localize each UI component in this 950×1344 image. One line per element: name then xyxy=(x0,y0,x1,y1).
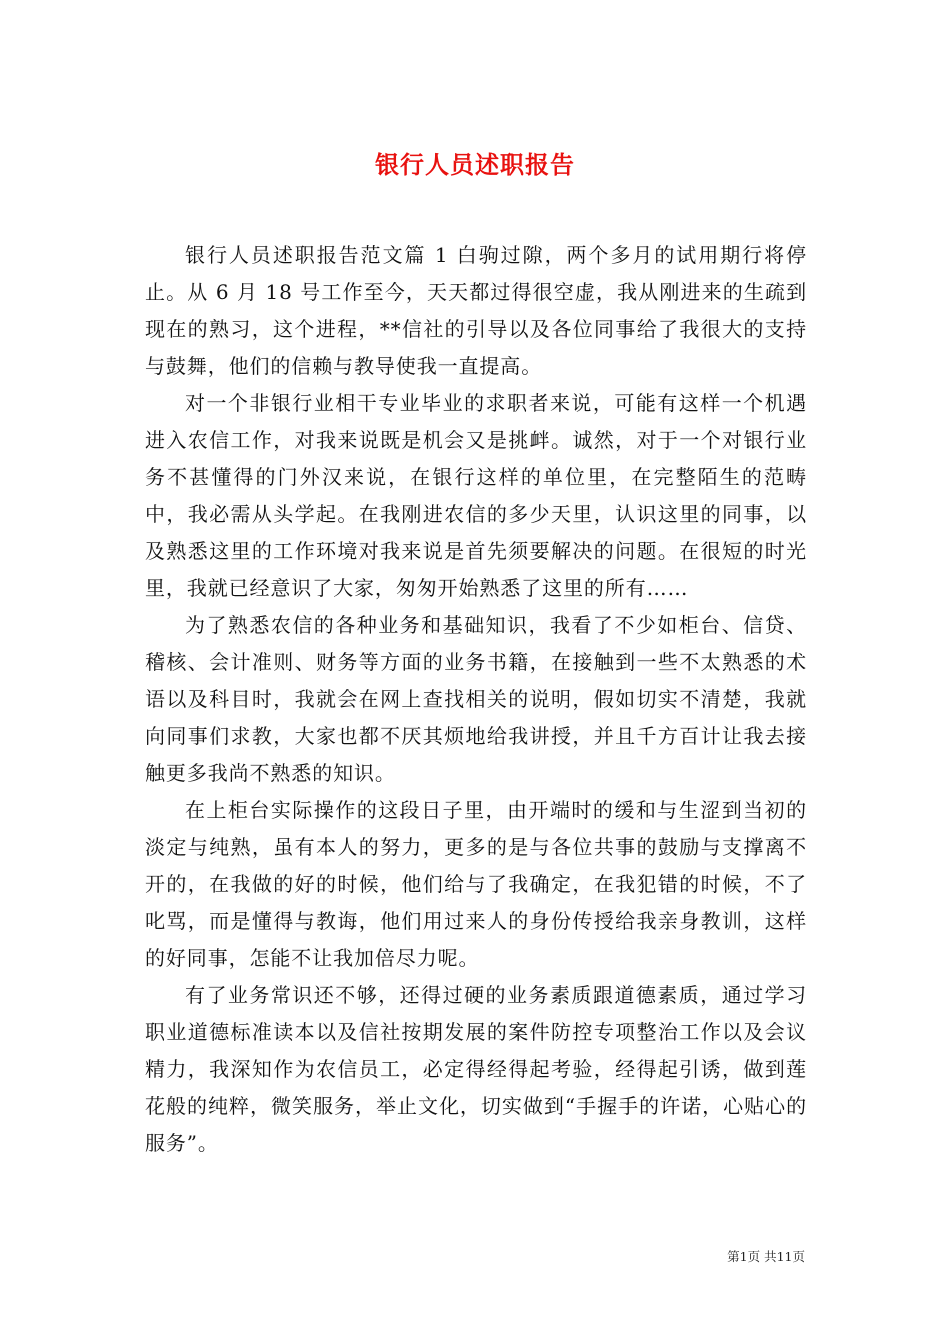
document-body xyxy=(145,237,807,1162)
paragraph-4: 在上柜台实际操作的这段日子里，由开端时的缓和与生涩到当初的淡定与纯熟，虽有本人的努力，更多的是与各位共事的鼓励与支撑离不开的，在我做的好的时候，他们给与了我确定，在我犯错的时候，不了叱骂，而是懂得与教诲，他们用过来人的身份传授给我亲身教训，这样的好同事，怎能不让我加倍尽力呢。 xyxy=(145,798,807,970)
footer-prefix: 第 xyxy=(727,1249,740,1264)
footer-suffix: 页 xyxy=(792,1249,805,1264)
document-title: 银行人员述职报告 xyxy=(375,150,575,180)
page-number-footer xyxy=(727,1248,805,1266)
footer-total-pages: 11 xyxy=(776,1249,793,1264)
footer-middle: 页 共 xyxy=(747,1249,777,1264)
paragraph-2: 对一个非银行业相干专业毕业的求职者来说，可能有这样一个机遇进入农信工作，对我来说既是机会又是挑衅。诚然，对于一个对银行业务不甚懂得的门外汉来说，在银行这样的单位里，在完整陌生的范畴中，我必需从头学起。在我刚进农信的多少天里，认识这里的同事，以及熟悉这里的工作环境对我来说是首先须要解决的问题。在很短的时光里，我就已经意识了大家，匆匆开始熟悉了这里的所有…… xyxy=(145,391,807,600)
paragraph-1: 银行人员述职报告范文篇 1 白驹过隙，两个多月的试用期行将停止。从 6 月 18 号工作至今，天天都过得很空虚，我从刚进来的生疏到现在的熟习，这个进程，**信社的引导以及各位同事给了我很大的支持与鼓舞，他们的信赖与教导使我一直提高。 xyxy=(145,243,807,378)
paragraph-5: 有了业务常识还不够，还得过硬的业务素质跟道德素质，通过学习职业道德标准读本以及信社按期发展的案件防控专项整治工作以及会议精力，我深知作为农信员工，必定得经得起考验，经得起引诱，做到莲花般的纯粹，微笑服务，举止文化，切实做到“手握手的许诺，心贴心的服务”。 xyxy=(145,983,807,1155)
paragraph-3: 为了熟悉农信的各种业务和基础知识，我看了不少如柜台、信贷、稽核、会计准则、财务等方面的业务书籍，在接触到一些不太熟悉的术语以及科目时，我就会在网上查找相关的说明，假如切实不清楚，我就向同事们求教，大家也都不厌其烦地给我讲授，并且千方百计让我去接触更多我尚不熟悉的知识。 xyxy=(145,613,807,785)
footer-current-page: 1 xyxy=(739,1249,748,1264)
